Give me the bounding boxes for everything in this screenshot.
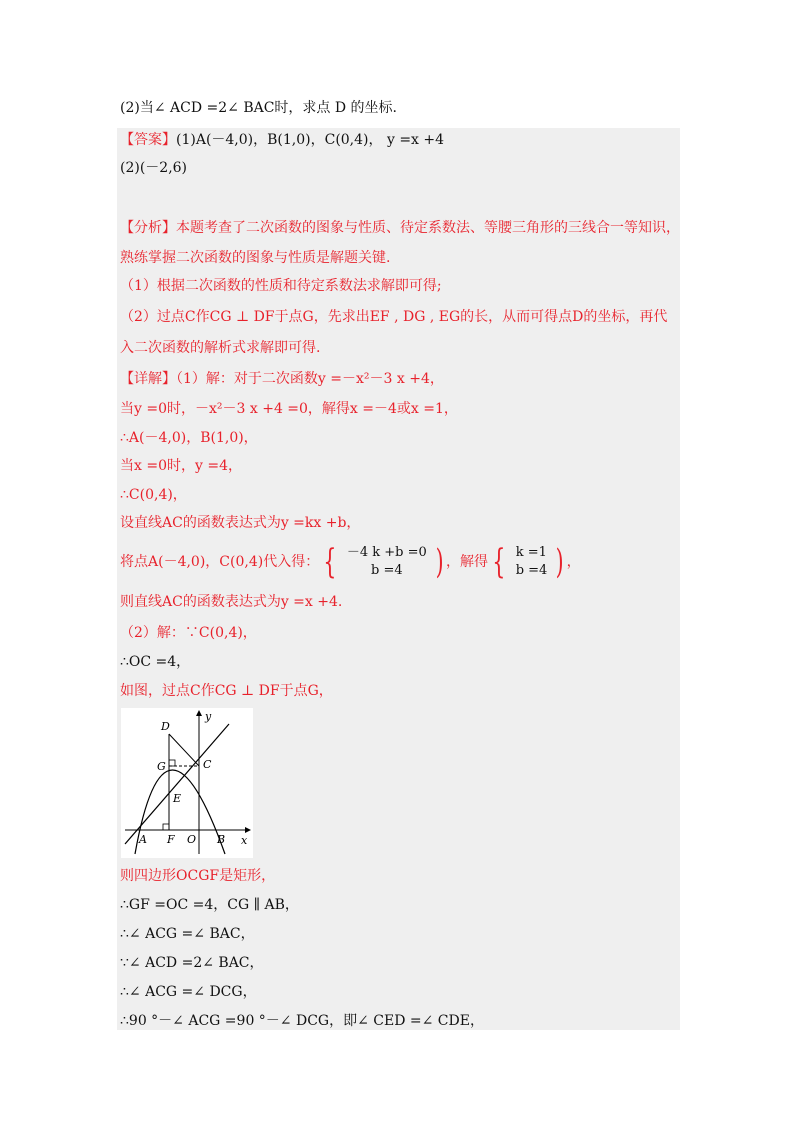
- analysis-line-3: （1）根据二次函数的性质和待定系数法求解即可得;: [120, 278, 442, 294]
- label-d: D: [161, 720, 170, 733]
- right-angle-g: [169, 760, 175, 766]
- part2-line-6: ∴∠ ACG =∠ BAC，: [120, 926, 255, 942]
- analysis-line-5: 入二次函数的解析式求解即可得.: [120, 340, 321, 356]
- detail-line-1: 【详解】（1）解：对于二次函数y =－x²－3 x +4，: [120, 371, 444, 387]
- detail-line-5: ∴C(0,4)，: [120, 487, 187, 503]
- parabola-diagram: [121, 708, 253, 858]
- label-o: O: [187, 833, 197, 846]
- answer-1: (1)A(－4,0)，B(1,0)，C(0,4)， y =x +4: [176, 132, 445, 148]
- right-paren-icon: ): [435, 542, 444, 582]
- detail-line-6: 设直线AC的函数表达式为y =kx +b，: [120, 515, 361, 531]
- part2-line-5: ∴GF =OC =4，CG ∥ AB，: [120, 897, 299, 913]
- right-paren-icon-2: ): [555, 542, 564, 582]
- analysis-line-4: （2）过点C作CG ⊥ DF于点G，先求出EF , DG , EG的长，从而可得点D的坐标，再代: [120, 309, 668, 325]
- solution-1: k =1: [515, 545, 547, 560]
- detail-line-7: [120, 542, 581, 582]
- solution-system: [510, 544, 554, 580]
- label-y: y: [205, 710, 212, 723]
- substitution-text: 将点A(－4,0)，C(0,4)代入得：: [120, 554, 320, 570]
- part2-line-3: 如图，过点C作CG ⊥ DF于点G，: [120, 683, 333, 699]
- part2-line-8: ∴∠ ACG =∠ DCG，: [120, 984, 257, 1000]
- left-brace-icon-2: {: [492, 542, 506, 582]
- answer-line-1: [120, 130, 444, 150]
- equation-system: [341, 544, 433, 580]
- equation-1: －4 k +b =0: [346, 545, 427, 560]
- right-angle-f: [163, 824, 169, 830]
- part2-line-1: （2）解：∵C(0,4)，: [120, 625, 257, 641]
- label-f: F: [167, 833, 175, 846]
- detail-line-4: 当x =0时，y =4，: [120, 458, 242, 474]
- label-e: E: [173, 792, 182, 805]
- parabola-curve: [135, 770, 225, 854]
- y-axis-arrow-icon: [196, 710, 202, 716]
- equation-2: b =4: [371, 563, 403, 578]
- geometry-figure: [121, 708, 253, 858]
- detail-line-2: 当y =0时，－x²－3 x +4 =0，解得x =－4或x =1，: [120, 401, 458, 417]
- part2-line-2: ∴OC =4，: [120, 654, 191, 670]
- solve-text: ，解得: [446, 554, 489, 570]
- answer-2: (2)(－2,6): [120, 160, 188, 176]
- label-c: C: [203, 758, 212, 771]
- detail-line-3: ∴A(－4,0)，B(1,0)，: [120, 430, 258, 446]
- detail-line-8: 则直线AC的函数表达式为y =x +4.: [120, 594, 343, 610]
- left-brace-icon: {: [323, 542, 337, 582]
- segment-dc: [169, 734, 199, 766]
- label-a: A: [139, 833, 147, 846]
- label-x: x: [241, 834, 248, 847]
- detail-7-end: ，: [566, 554, 581, 570]
- question-part-2: (2)当∠ ACD =2∠ BAC时，求点 D 的坐标.: [120, 100, 398, 116]
- analysis-line-2: 熟练掌握二次函数的图象与性质是解题关键.: [120, 250, 391, 266]
- part2-line-9: ∴90 °－∠ ACG =90 °－∠ DCG，即∠ CED =∠ CDE，: [120, 1013, 484, 1029]
- answer-label: 【答案】: [120, 132, 176, 148]
- label-b: B: [217, 833, 226, 846]
- x-axis-arrow-icon: [245, 827, 251, 833]
- label-g: G: [157, 760, 166, 773]
- part2-line-7: ∵∠ ACD =2∠ BAC，: [120, 955, 264, 971]
- part2-line-4: 则四边形OCGF是矩形，: [120, 868, 276, 884]
- solution-2: b =4: [515, 563, 548, 578]
- analysis-line-1: 【分析】本题考查了二次函数的图象与性质、待定系数法、等腰三角形的三线合一等知识，: [120, 220, 680, 236]
